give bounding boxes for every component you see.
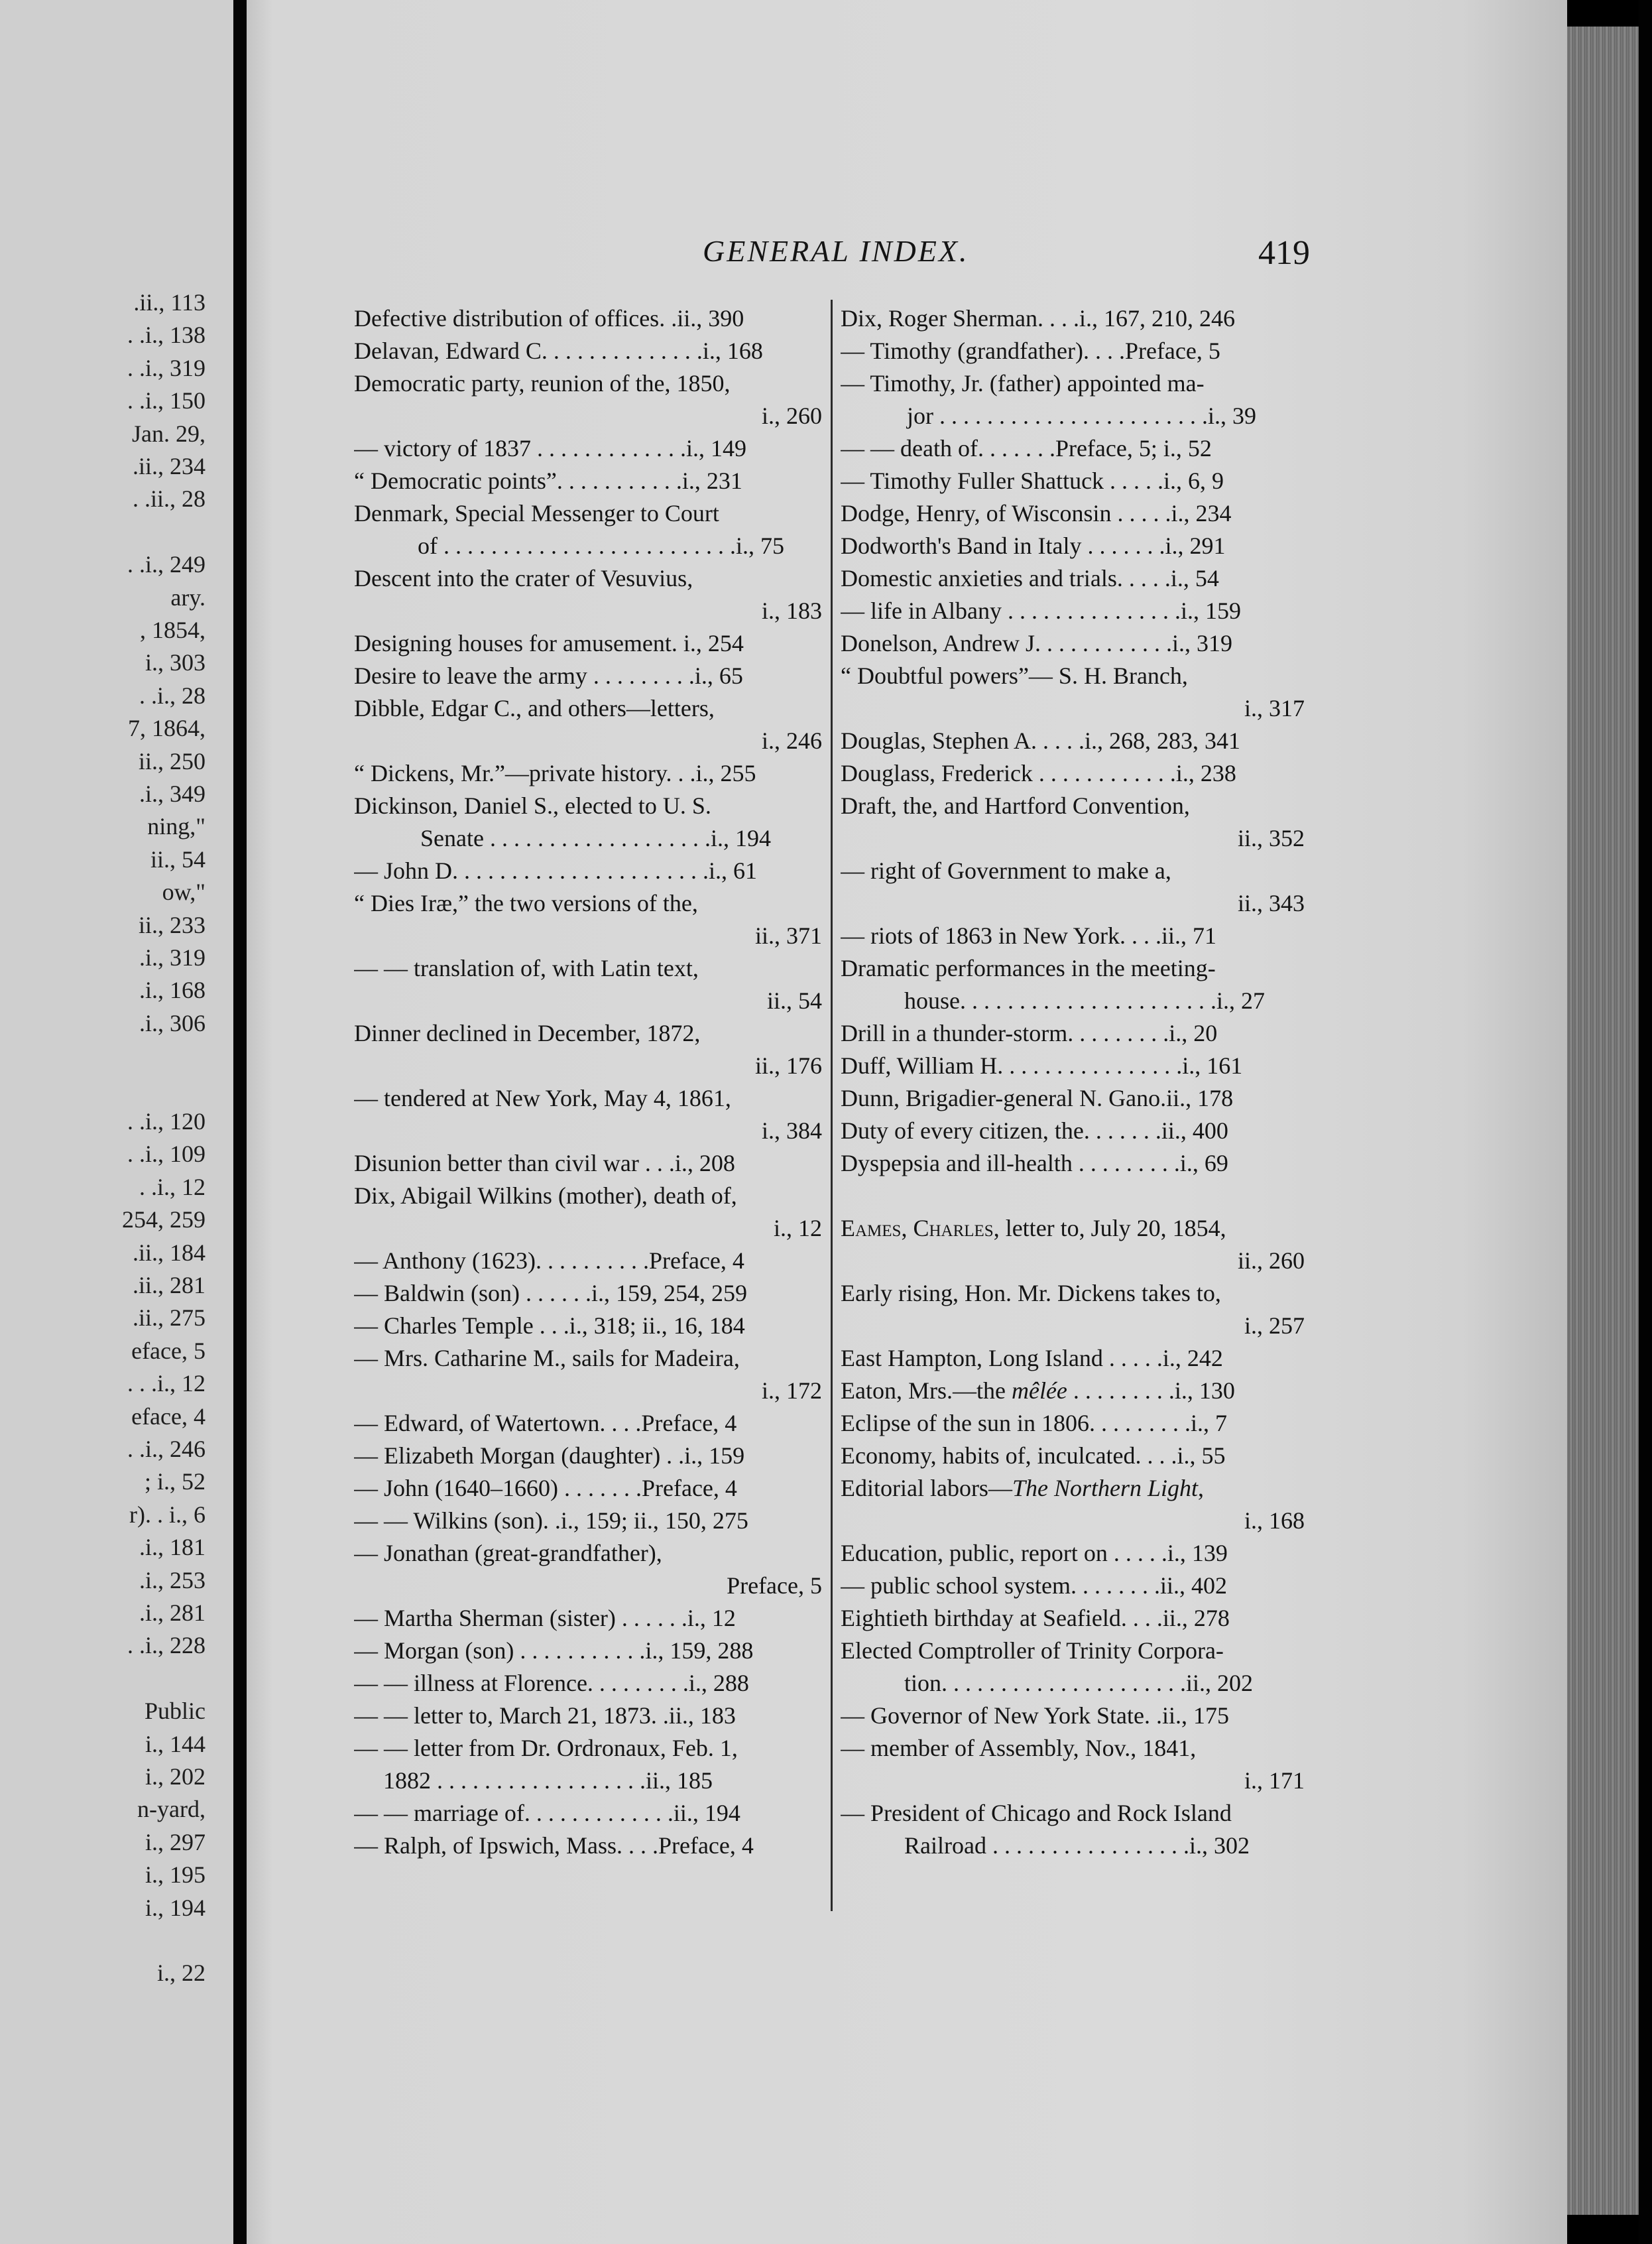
- facing-page-text: Public: [144, 1698, 206, 1725]
- facing-page-text: i., 195: [145, 1861, 206, 1889]
- index-entry-line: Dramatic performances in the meeting-: [841, 955, 1216, 981]
- facing-page-text: . .i., 109: [127, 1141, 206, 1168]
- index-entry-line: “ Democratic points”. . . . . . . . . . .i., 231: [354, 468, 742, 494]
- facing-page-text: i., 202: [145, 1763, 206, 1790]
- index-entry-line: house. . . . . . . . . . . . . . . . . . . . . .i., 27: [904, 987, 1265, 1014]
- index-entry-line: Education, public, report on . . . . .i., 139: [841, 1540, 1228, 1566]
- index-entry-line: Duty of every citizen, the. . . . . . .ii., 400: [841, 1117, 1228, 1144]
- index-entry-line: “ Dies Iræ,” the two versions of the,: [354, 890, 698, 916]
- index-entry-line: Dodge, Henry, of Wisconsin . . . . .i., 234: [841, 500, 1232, 527]
- index-entry-line: Defective distribution of offices. .ii., 390: [354, 305, 744, 332]
- index-entry-line: — — letter to, March 21, 1873. .ii., 183: [354, 1702, 736, 1729]
- index-entry-line: — Governor of New York State. .ii., 175: [841, 1702, 1229, 1729]
- index-entry-line: — member of Assembly, Nov., 1841,: [841, 1735, 1197, 1761]
- facing-page-text: .i., 181: [139, 1534, 206, 1561]
- index-entry-line: — victory of 1837 . . . . . . . . . . . . .i., 149: [354, 435, 746, 462]
- facing-page-text: ow,": [162, 879, 206, 906]
- facing-page-text: eface, 5: [131, 1337, 206, 1364]
- index-entry-line: Dickinson, Daniel S., elected to U. S.: [354, 792, 711, 819]
- index-entry-line: Dunn, Brigadier-general N. Gano.ii., 178: [841, 1085, 1234, 1111]
- index-entry-line: Dinner declined in December, 1872,: [354, 1020, 701, 1046]
- facing-page-text: .i., 168: [139, 977, 206, 1004]
- index-entry-line: Descent into the crater of Vesuvius,: [354, 565, 693, 592]
- facing-page-text: . .i., 120: [127, 1108, 206, 1135]
- index-column-left: [354, 302, 822, 1862]
- index-entry-line: — — letter from Dr. Ordronaux, Feb. 1,: [354, 1735, 738, 1761]
- index-entry-line: Early rising, Hon. Mr. Dickens takes to,: [841, 1280, 1221, 1306]
- index-entry-line: Denmark, Special Messenger to Court: [354, 500, 719, 527]
- index-entry-line: ii., 343: [1237, 890, 1305, 916]
- index-entry-line: Dibble, Edgar C., and others—letters,: [354, 695, 715, 721]
- facing-page-text: ii., 250: [138, 747, 206, 775]
- index-entry-line: “ Dickens, Mr.”—private history. . .i., 255: [354, 760, 756, 786]
- facing-page-text: . .ii., 28: [132, 485, 206, 513]
- index-entry-line: i., 260: [761, 403, 822, 429]
- index-entry-line: Donelson, Andrew J. . . . . . . . . . . .i., 319: [841, 630, 1232, 656]
- scan-border: [1639, 0, 1652, 2244]
- facing-page-text: . .i., 138: [127, 322, 206, 349]
- facing-page-text: . .i., 12: [139, 1173, 206, 1200]
- index-entry-line: tion. . . . . . . . . . . . . . . . . . . . .ii., 202: [904, 1670, 1254, 1696]
- index-entry-line: East Hampton, Long Island . . . . .i., 242: [841, 1345, 1223, 1371]
- facing-page-text: i., 194: [145, 1894, 206, 1921]
- index-entry-line: Dyspepsia and ill-health . . . . . . . . .i., 69: [841, 1150, 1228, 1176]
- index-entry-line: “ Doubtful powers”— S. H. Branch,: [841, 662, 1188, 689]
- running-head: GENERAL INDEX.: [703, 234, 969, 268]
- facing-page-text: r). . i., 6: [129, 1501, 206, 1528]
- index-entry-line: — Timothy, Jr. (father) appointed ma-: [841, 370, 1205, 397]
- index-entry-line: 1882 . . . . . . . . . . . . . . . . . .ii., 185: [383, 1767, 713, 1794]
- facing-page-text: n-yard,: [137, 1796, 206, 1823]
- index-entry-line: ii., 176: [754, 1052, 822, 1079]
- index-entry-line: i., 171: [1244, 1767, 1305, 1794]
- index-entry-line: — — translation of, with Latin text,: [354, 955, 699, 981]
- index-entry-line: i., 183: [761, 597, 822, 624]
- index-entry-line: Economy, habits of, inculcated. . . .i., 55: [841, 1442, 1226, 1469]
- index-entry-line: — Elizabeth Morgan (daughter) . .i., 159: [354, 1442, 745, 1469]
- index-entry-line: — public school system. . . . . . . .ii., 402: [841, 1572, 1227, 1599]
- facing-page-text: , 1854,: [140, 617, 206, 643]
- index-entry-line: i., 168: [1244, 1507, 1305, 1534]
- facing-page-text: . .i., 246: [127, 1436, 206, 1462]
- index-entry-line: — Timothy Fuller Shattuck . . . . .i., 6, 9: [841, 468, 1224, 494]
- facing-page-text: eface, 4: [131, 1402, 206, 1430]
- index-entry-line: — Martha Sherman (sister) . . . . . .i., 12: [354, 1605, 736, 1631]
- index-entry-line: Designing houses for amusement. i., 254: [354, 630, 744, 656]
- index-entry-line: — Edward, of Watertown. . . .Preface, 4: [354, 1410, 737, 1436]
- index-entry-line: ii., 352: [1237, 825, 1305, 851]
- index-entry-line: — — illness at Florence. . . . . . . . .i., 288: [354, 1670, 749, 1696]
- index-entry-line: i., 246: [761, 727, 822, 754]
- facing-page-text: .ii., 275: [132, 1304, 206, 1332]
- facing-page-text: ii., 54: [150, 845, 206, 873]
- facing-page-text: i., 144: [145, 1730, 206, 1757]
- column-rule: [831, 300, 833, 1911]
- facing-page-text: . .i., 28: [139, 682, 206, 709]
- page-gutter: [233, 0, 247, 2244]
- facing-page-text: 7, 1864,: [128, 715, 206, 742]
- index-entry-line: — riots of 1863 in New York. . . .ii., 71: [841, 922, 1217, 949]
- page-number: 419: [1258, 234, 1310, 272]
- index-entry-line: — Mrs. Catharine M., sails for Madeira,: [354, 1345, 740, 1371]
- index-entry-line: Eclipse of the sun in 1806. . . . . . . . .i., 7: [841, 1410, 1227, 1436]
- index-entry-line: — — marriage of. . . . . . . . . . . . .ii., 194: [354, 1800, 740, 1826]
- index-entry-line: ii., 371: [754, 922, 822, 949]
- facing-page-text: ary.: [170, 584, 206, 611]
- index-entry-line: Desire to leave the army . . . . . . . . .i., 65: [354, 662, 743, 689]
- index-entry-line: Democratic party, reunion of the, 1850,: [354, 370, 731, 397]
- facing-page-text: .ii., 184: [132, 1239, 206, 1266]
- index-entry-line: — — death of. . . . . . .Preface, 5; i., 52: [841, 435, 1212, 462]
- index-entry-line: Delavan, Edward C. . . . . . . . . . . . . .i., 168: [354, 338, 763, 364]
- index-entry-line: — President of Chicago and Rock Island: [841, 1800, 1232, 1826]
- index-entry-line: Dix, Abigail Wilkins (mother), death of,: [354, 1182, 737, 1209]
- index-entry-line: Eames, Charles, letter to, July 20, 1854,: [841, 1215, 1226, 1241]
- facing-page-text: . .i., 319: [127, 354, 206, 381]
- index-entry-line: Dodworth's Band in Italy . . . . . . .i., 291: [841, 532, 1226, 559]
- index-entry-line: jor . . . . . . . . . . . . . . . . . . . . . . .i., 39: [907, 403, 1256, 429]
- index-entry-line: Railroad . . . . . . . . . . . . . . . . .i., 302: [904, 1832, 1250, 1859]
- index-entry-line: Draft, the, and Hartford Convention,: [841, 792, 1190, 819]
- index-entry-line: ii., 260: [1237, 1247, 1305, 1274]
- index-entry-line: [841, 1180, 1305, 1212]
- facing-page-text: . .i., 228: [127, 1632, 206, 1659]
- index-entry-line: Dix, Roger Sherman. . . .i., 167, 210, 246: [841, 305, 1235, 332]
- facing-page-text: ii., 233: [138, 911, 206, 938]
- index-entry-line: — Jonathan (great-grandfather),: [354, 1540, 662, 1566]
- facing-page-text: i., 22: [156, 1960, 206, 1987]
- index-entry-line: Senate . . . . . . . . . . . . . . . . . . .i., 194: [420, 825, 771, 851]
- facing-page-text: i., 297: [145, 1828, 206, 1855]
- facing-page-text: ; i., 52: [144, 1468, 206, 1495]
- index-entry-line: Eaton, Mrs.—the mêlée . . . . . . . . .i., 130: [841, 1377, 1235, 1404]
- index-entry-line: Duff, William H. . . . . . . . . . . . . . . .i., 161: [841, 1052, 1243, 1079]
- facing-page-text: i., 303: [145, 649, 206, 676]
- facing-page-text: 254, 259: [122, 1206, 206, 1233]
- index-entry-line: Editorial labors—The Northern Light,: [841, 1475, 1204, 1501]
- index-entry-line: — John D. . . . . . . . . . . . . . . . . . . . . .i., 61: [354, 857, 758, 884]
- facing-page-text: . . .i., 12: [127, 1370, 206, 1397]
- facing-page-text: .i., 253: [139, 1566, 206, 1593]
- facing-page-text: .ii., 234: [132, 453, 206, 479]
- index-entry-line: i., 317: [1244, 695, 1305, 721]
- index-entry-line: i., 384: [761, 1117, 822, 1144]
- index-entry-line: — Baldwin (son) . . . . . .i., 159, 254, 259: [354, 1280, 747, 1306]
- index-entry-line: Douglas, Stephen A. . . . .i., 268, 283, 341: [841, 727, 1240, 754]
- facing-page-text: Jan. 29,: [132, 420, 206, 447]
- index-entry-line: i., 12: [773, 1215, 822, 1241]
- index-entry-line: — Timothy (grandfather). . . .Preface, 5: [841, 338, 1220, 364]
- facing-page-text: ning,": [147, 813, 206, 840]
- index-entry-line: ii., 54: [766, 987, 822, 1014]
- index-entry-line: — life in Albany . . . . . . . . . . . . . . .i., 159: [841, 597, 1241, 624]
- index-entry-line: Domestic anxieties and trials. . . . .i., 54: [841, 565, 1219, 592]
- index-entry-line: — Morgan (son) . . . . . . . . . . .i., 159, 288: [354, 1637, 754, 1664]
- facing-page-text: .i., 349: [139, 780, 206, 807]
- facing-page-text: .i., 319: [139, 944, 206, 971]
- index-entry-line: Eightieth birthday at Seafield. . . .ii., 278: [841, 1605, 1230, 1631]
- index-entry-line: Elected Comptroller of Trinity Corpora-: [841, 1637, 1224, 1664]
- index-entry-line: — Anthony (1623). . . . . . . . . .Preface, 4: [354, 1247, 744, 1274]
- index-entry-line: i., 172: [761, 1377, 822, 1404]
- index-entry-line: Douglass, Frederick . . . . . . . . . . . .i., 238: [841, 760, 1236, 786]
- index-entry-line: — John (1640–1660) . . . . . . .Preface, 4: [354, 1475, 737, 1501]
- facing-page-text: .i., 306: [139, 1009, 206, 1036]
- index-entry-line: Drill in a thunder-storm. . . . . . . . .i., 20: [841, 1020, 1218, 1046]
- facing-page-fragment: [0, 0, 233, 2244]
- facing-page-text: . .i., 150: [127, 387, 206, 414]
- facing-page-text: . .i., 249: [127, 551, 206, 578]
- facing-page-text: .ii., 281: [132, 1272, 206, 1298]
- index-entry-line: — right of Government to make a,: [841, 857, 1171, 884]
- facing-page-text: .ii., 113: [133, 289, 206, 316]
- facing-page-text: .i., 281: [139, 1599, 206, 1626]
- index-entry-line: Disunion better than civil war . . .i., 208: [354, 1150, 735, 1176]
- index-entry-line: — tendered at New York, May 4, 1861,: [354, 1085, 731, 1111]
- index-entry-line: of . . . . . . . . . . . . . . . . . . . . . . . . .i., 75: [418, 532, 784, 559]
- page-edges: [1567, 27, 1639, 2215]
- index-entry-line: — — Wilkins (son). .i., 159; ii., 150, 275: [354, 1507, 748, 1534]
- index-entry-line: — Ralph, of Ipswich, Mass. . . .Preface, 4: [354, 1832, 754, 1859]
- index-column-right: [841, 302, 1305, 1862]
- index-entry-line: Preface, 5: [727, 1572, 822, 1599]
- index-entry-line: — Charles Temple . . .i., 318; ii., 16, 184: [354, 1312, 745, 1339]
- index-entry-line: i., 257: [1244, 1312, 1305, 1339]
